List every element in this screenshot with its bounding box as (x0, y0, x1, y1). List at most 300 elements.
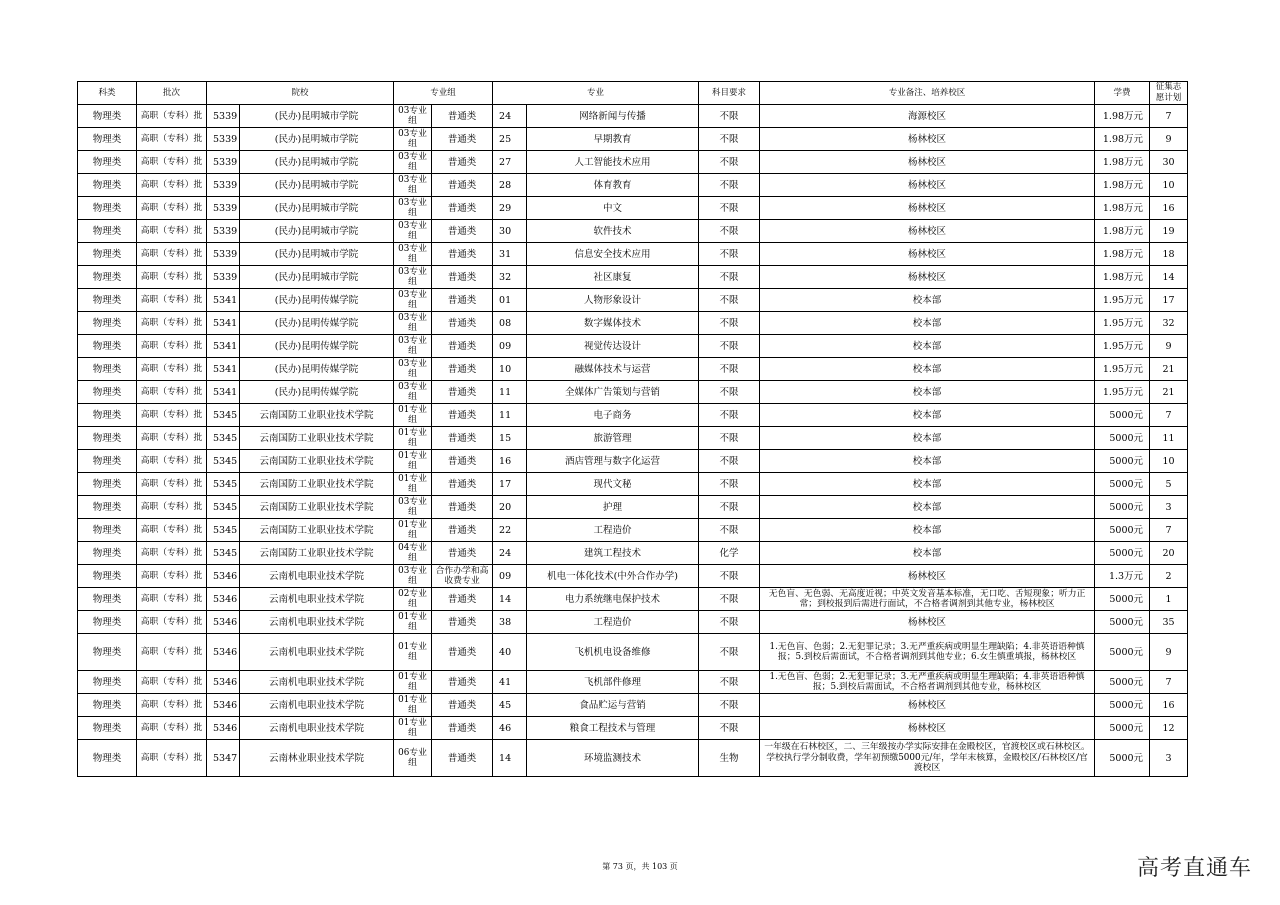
subject-requirement-cell: 化学 (699, 542, 760, 565)
subject-requirement-cell: 不限 (699, 243, 760, 266)
table-row (78, 335, 1188, 358)
remarks-cell: 校本部 (760, 427, 1095, 450)
category-cell: 物理类 (78, 266, 137, 289)
group-cell: 01专业组 (394, 717, 432, 740)
plan-cell: 3 (1150, 740, 1188, 777)
table-row (78, 634, 1188, 671)
school-name-cell: 云南国防工业职业技术学院 (240, 542, 394, 565)
category-cell: 物理类 (78, 105, 137, 128)
group-type-cell: 普通类 (432, 335, 493, 358)
table-row (78, 450, 1188, 473)
batch-cell: 高职（专科）批 (137, 197, 207, 220)
school-code-cell: 5339 (207, 266, 240, 289)
school-code-cell: 5341 (207, 381, 240, 404)
category-cell: 物理类 (78, 197, 137, 220)
subject-requirement-cell: 不限 (699, 220, 760, 243)
subject-requirement-cell: 不限 (699, 671, 760, 694)
header-subject-requirement: 科目要求 (699, 82, 760, 105)
school-name-cell: 云南国防工业职业技术学院 (240, 450, 394, 473)
major-name-cell: 飞机部件修理 (527, 671, 699, 694)
plan-cell: 7 (1150, 519, 1188, 542)
category-cell: 物理类 (78, 496, 137, 519)
remarks-cell: 杨林校区 (760, 266, 1095, 289)
fee-cell: 1.98万元 (1095, 128, 1150, 151)
table-row (78, 588, 1188, 611)
school-code-cell: 5346 (207, 565, 240, 588)
batch-cell: 高职（专科）批 (137, 588, 207, 611)
group-type-cell: 普通类 (432, 312, 493, 335)
group-cell: 01专业组 (394, 519, 432, 542)
fee-cell: 1.98万元 (1095, 197, 1150, 220)
subject-requirement-cell: 不限 (699, 694, 760, 717)
school-name-cell: (民办)昆明传媒学院 (240, 289, 394, 312)
major-name-cell: 人工智能技术应用 (527, 151, 699, 174)
table-row (78, 151, 1188, 174)
major-name-cell: 酒店管理与数字化运营 (527, 450, 699, 473)
plan-cell: 17 (1150, 289, 1188, 312)
group-type-cell: 普通类 (432, 266, 493, 289)
major-code-cell: 27 (493, 151, 527, 174)
group-cell: 03专业组 (394, 335, 432, 358)
major-code-cell: 15 (493, 427, 527, 450)
category-cell: 物理类 (78, 381, 137, 404)
group-cell: 01专业组 (394, 450, 432, 473)
remarks-cell: 杨林校区 (760, 174, 1095, 197)
group-type-cell: 普通类 (432, 358, 493, 381)
remarks-cell: 校本部 (760, 450, 1095, 473)
category-cell: 物理类 (78, 358, 137, 381)
school-name-cell: (民办)昆明城市学院 (240, 220, 394, 243)
subject-requirement-cell: 不限 (699, 151, 760, 174)
table-row (78, 496, 1188, 519)
major-name-cell: 建筑工程技术 (527, 542, 699, 565)
group-cell: 03专业组 (394, 358, 432, 381)
subject-requirement-cell: 不限 (699, 266, 760, 289)
table-row (78, 128, 1188, 151)
plan-cell: 7 (1150, 404, 1188, 427)
remarks-cell: 杨林校区 (760, 694, 1095, 717)
subject-requirement-cell: 不限 (699, 128, 760, 151)
remarks-cell: 杨林校区 (760, 243, 1095, 266)
school-name-cell: 云南国防工业职业技术学院 (240, 427, 394, 450)
batch-cell: 高职（专科）批 (137, 519, 207, 542)
group-type-cell: 普通类 (432, 243, 493, 266)
school-code-cell: 5346 (207, 694, 240, 717)
school-code-cell: 5346 (207, 634, 240, 671)
watermark-logo: 高考直通车 (1136, 856, 1252, 881)
subject-requirement-cell: 生物 (699, 740, 760, 777)
category-cell: 物理类 (78, 151, 137, 174)
table-row (78, 740, 1188, 777)
plan-cell: 2 (1150, 565, 1188, 588)
group-type-cell: 普通类 (432, 174, 493, 197)
plan-cell: 21 (1150, 358, 1188, 381)
category-cell: 物理类 (78, 611, 137, 634)
batch-cell: 高职（专科）批 (137, 542, 207, 565)
major-name-cell: 视觉传达设计 (527, 335, 699, 358)
major-code-cell: 14 (493, 740, 527, 777)
table-row (78, 519, 1188, 542)
batch-cell: 高职（专科）批 (137, 717, 207, 740)
category-cell: 物理类 (78, 740, 137, 777)
table-row (78, 473, 1188, 496)
remarks-cell: 1.无色盲、色弱；2.无犯罪记录；3.无严重疾病或明显生理缺陷；4.非英语语种慎报；5.到校后需面试，不合格者调剂到其他专业，杨林校区 (760, 671, 1095, 694)
group-type-cell: 普通类 (432, 404, 493, 427)
major-name-cell: 旅游管理 (527, 427, 699, 450)
remarks-cell: 杨林校区 (760, 611, 1095, 634)
school-code-cell: 5341 (207, 358, 240, 381)
plan-cell: 14 (1150, 266, 1188, 289)
fee-cell: 1.98万元 (1095, 220, 1150, 243)
major-code-cell: 17 (493, 473, 527, 496)
group-cell: 03专业组 (394, 174, 432, 197)
remarks-cell: 校本部 (760, 312, 1095, 335)
subject-requirement-cell: 不限 (699, 404, 760, 427)
header-group: 专业组 (394, 82, 493, 105)
major-code-cell: 32 (493, 266, 527, 289)
major-code-cell: 14 (493, 588, 527, 611)
remarks-cell: 杨林校区 (760, 717, 1095, 740)
group-type-cell: 普通类 (432, 128, 493, 151)
group-cell: 03专业组 (394, 312, 432, 335)
remarks-cell: 校本部 (760, 496, 1095, 519)
school-code-cell: 5339 (207, 105, 240, 128)
plan-cell: 16 (1150, 694, 1188, 717)
school-code-cell: 5345 (207, 404, 240, 427)
school-code-cell: 5345 (207, 519, 240, 542)
school-name-cell: 云南机电职业技术学院 (240, 717, 394, 740)
group-type-cell: 普通类 (432, 634, 493, 671)
table-row (78, 427, 1188, 450)
fee-cell: 5000元 (1095, 740, 1150, 777)
batch-cell: 高职（专科）批 (137, 358, 207, 381)
plan-cell: 20 (1150, 542, 1188, 565)
school-code-cell: 5346 (207, 717, 240, 740)
fee-cell: 1.98万元 (1095, 174, 1150, 197)
category-cell: 物理类 (78, 565, 137, 588)
group-type-cell: 普通类 (432, 694, 493, 717)
batch-cell: 高职（专科）批 (137, 266, 207, 289)
fee-cell: 5000元 (1095, 427, 1150, 450)
batch-cell: 高职（专科）批 (137, 496, 207, 519)
table-row (78, 694, 1188, 717)
school-name-cell: 云南机电职业技术学院 (240, 565, 394, 588)
group-cell: 01专业组 (394, 694, 432, 717)
major-code-cell: 01 (493, 289, 527, 312)
major-code-cell: 31 (493, 243, 527, 266)
major-code-cell: 22 (493, 519, 527, 542)
category-cell: 物理类 (78, 427, 137, 450)
school-code-cell: 5347 (207, 740, 240, 777)
subject-requirement-cell: 不限 (699, 588, 760, 611)
major-name-cell: 网络新闻与传播 (527, 105, 699, 128)
group-cell: 01专业组 (394, 473, 432, 496)
major-code-cell: 16 (493, 450, 527, 473)
school-code-cell: 5346 (207, 588, 240, 611)
header-fee: 学费 (1095, 82, 1150, 105)
category-cell: 物理类 (78, 243, 137, 266)
fee-cell: 1.98万元 (1095, 243, 1150, 266)
remarks-cell: 校本部 (760, 404, 1095, 427)
table-row (78, 542, 1188, 565)
group-type-cell: 普通类 (432, 220, 493, 243)
fee-cell: 5000元 (1095, 450, 1150, 473)
school-name-cell: 云南国防工业职业技术学院 (240, 404, 394, 427)
subject-requirement-cell: 不限 (699, 496, 760, 519)
subject-requirement-cell: 不限 (699, 427, 760, 450)
group-cell: 03专业组 (394, 289, 432, 312)
plan-cell: 7 (1150, 671, 1188, 694)
batch-cell: 高职（专科）批 (137, 128, 207, 151)
admission-plan-table (77, 81, 1188, 777)
group-type-cell: 普通类 (432, 427, 493, 450)
plan-cell: 12 (1150, 717, 1188, 740)
batch-cell: 高职（专科）批 (137, 740, 207, 777)
major-code-cell: 28 (493, 174, 527, 197)
major-name-cell: 电子商务 (527, 404, 699, 427)
batch-cell: 高职（专科）批 (137, 220, 207, 243)
batch-cell: 高职（专科）批 (137, 105, 207, 128)
remarks-cell: 校本部 (760, 542, 1095, 565)
table-row (78, 381, 1188, 404)
school-name-cell: (民办)昆明传媒学院 (240, 358, 394, 381)
group-type-cell: 普通类 (432, 450, 493, 473)
major-code-cell: 45 (493, 694, 527, 717)
group-type-cell: 普通类 (432, 496, 493, 519)
table-row (78, 611, 1188, 634)
fee-cell: 5000元 (1095, 496, 1150, 519)
header-category: 科类 (78, 82, 137, 105)
subject-requirement-cell: 不限 (699, 565, 760, 588)
fee-cell: 5000元 (1095, 634, 1150, 671)
plan-cell: 9 (1150, 335, 1188, 358)
major-name-cell: 全媒体广告策划与营销 (527, 381, 699, 404)
plan-cell: 32 (1150, 312, 1188, 335)
remarks-cell: 杨林校区 (760, 128, 1095, 151)
subject-requirement-cell: 不限 (699, 519, 760, 542)
fee-cell: 1.95万元 (1095, 289, 1150, 312)
fee-cell: 5000元 (1095, 542, 1150, 565)
school-code-cell: 5339 (207, 174, 240, 197)
group-cell: 01专业组 (394, 611, 432, 634)
category-cell: 物理类 (78, 717, 137, 740)
major-code-cell: 11 (493, 404, 527, 427)
group-cell: 03专业组 (394, 243, 432, 266)
batch-cell: 高职（专科）批 (137, 312, 207, 335)
major-name-cell: 工程造价 (527, 611, 699, 634)
remarks-cell: 一年级在石林校区，二、三年级按办学实际安排在金殿校区，官渡校区或石林校区。学校执行学分制收费，学年初预缴5000元/年，学年末核算，金殿校区/石林校区/官渡校区 (760, 740, 1095, 777)
fee-cell: 5000元 (1095, 671, 1150, 694)
batch-cell: 高职（专科）批 (137, 335, 207, 358)
subject-requirement-cell: 不限 (699, 611, 760, 634)
batch-cell: 高职（专科）批 (137, 289, 207, 312)
remarks-cell: 杨林校区 (760, 565, 1095, 588)
fee-cell: 1.98万元 (1095, 105, 1150, 128)
table-row (78, 197, 1188, 220)
group-cell: 03专业组 (394, 128, 432, 151)
school-name-cell: 云南国防工业职业技术学院 (240, 473, 394, 496)
group-type-cell: 普通类 (432, 588, 493, 611)
major-code-cell: 08 (493, 312, 527, 335)
school-code-cell: 5341 (207, 289, 240, 312)
subject-requirement-cell: 不限 (699, 197, 760, 220)
school-code-cell: 5346 (207, 671, 240, 694)
fee-cell: 1.95万元 (1095, 335, 1150, 358)
school-name-cell: (民办)昆明城市学院 (240, 151, 394, 174)
school-name-cell: 云南国防工业职业技术学院 (240, 496, 394, 519)
header-batch: 批次 (137, 82, 207, 105)
table-row (78, 105, 1188, 128)
table-row (78, 220, 1188, 243)
major-code-cell: 38 (493, 611, 527, 634)
school-code-cell: 5339 (207, 243, 240, 266)
major-code-cell: 29 (493, 197, 527, 220)
table-header-row (78, 82, 1188, 105)
group-cell: 03专业组 (394, 381, 432, 404)
batch-cell: 高职（专科）批 (137, 427, 207, 450)
major-code-cell: 40 (493, 634, 527, 671)
remarks-cell: 校本部 (760, 519, 1095, 542)
remarks-cell: 校本部 (760, 289, 1095, 312)
subject-requirement-cell: 不限 (699, 473, 760, 496)
major-name-cell: 软件技术 (527, 220, 699, 243)
batch-cell: 高职（专科）批 (137, 671, 207, 694)
group-cell: 03专业组 (394, 197, 432, 220)
subject-requirement-cell: 不限 (699, 289, 760, 312)
table-body (78, 105, 1188, 777)
plan-cell: 10 (1150, 174, 1188, 197)
major-code-cell: 24 (493, 542, 527, 565)
major-name-cell: 电力系统继电保护技术 (527, 588, 699, 611)
school-name-cell: 云南林业职业技术学院 (240, 740, 394, 777)
batch-cell: 高职（专科）批 (137, 634, 207, 671)
group-type-cell: 普通类 (432, 519, 493, 542)
category-cell: 物理类 (78, 220, 137, 243)
subject-requirement-cell: 不限 (699, 381, 760, 404)
batch-cell: 高职（专科）批 (137, 694, 207, 717)
fee-cell: 5000元 (1095, 404, 1150, 427)
group-type-cell: 普通类 (432, 197, 493, 220)
subject-requirement-cell: 不限 (699, 450, 760, 473)
plan-cell: 18 (1150, 243, 1188, 266)
group-type-cell: 普通类 (432, 740, 493, 777)
category-cell: 物理类 (78, 634, 137, 671)
fee-cell: 5000元 (1095, 717, 1150, 740)
major-code-cell: 46 (493, 717, 527, 740)
group-type-cell: 普通类 (432, 611, 493, 634)
category-cell: 物理类 (78, 404, 137, 427)
remarks-cell: 无色盲、无色弱、无高度近视；中英文发音基本标准，无口吃、舌短现象；听力正常；到校报到后需进行面试，不合格者调剂到其他专业，杨林校区 (760, 588, 1095, 611)
fee-cell: 5000元 (1095, 473, 1150, 496)
header-major: 专业 (493, 82, 699, 105)
remarks-cell: 校本部 (760, 381, 1095, 404)
remarks-cell: 杨林校区 (760, 151, 1095, 174)
plan-cell: 3 (1150, 496, 1188, 519)
major-code-cell: 20 (493, 496, 527, 519)
major-code-cell: 24 (493, 105, 527, 128)
school-code-cell: 5341 (207, 335, 240, 358)
group-cell: 06专业组 (394, 740, 432, 777)
remarks-cell: 校本部 (760, 473, 1095, 496)
school-code-cell: 5346 (207, 611, 240, 634)
table-row (78, 717, 1188, 740)
group-type-cell: 普通类 (432, 542, 493, 565)
fee-cell: 1.98万元 (1095, 266, 1150, 289)
group-cell: 04专业组 (394, 542, 432, 565)
major-name-cell: 体育教育 (527, 174, 699, 197)
group-cell: 01专业组 (394, 671, 432, 694)
batch-cell: 高职（专科）批 (137, 611, 207, 634)
group-cell: 01专业组 (394, 634, 432, 671)
major-code-cell: 10 (493, 358, 527, 381)
group-type-cell: 合作办学和高收费专业 (432, 565, 493, 588)
category-cell: 物理类 (78, 450, 137, 473)
batch-cell: 高职（专科）批 (137, 565, 207, 588)
category-cell: 物理类 (78, 312, 137, 335)
remarks-cell: 杨林校区 (760, 197, 1095, 220)
plan-cell: 21 (1150, 381, 1188, 404)
group-type-cell: 普通类 (432, 105, 493, 128)
batch-cell: 高职（专科）批 (137, 450, 207, 473)
major-name-cell: 人物形象设计 (527, 289, 699, 312)
major-code-cell: 09 (493, 335, 527, 358)
school-name-cell: (民办)昆明城市学院 (240, 128, 394, 151)
school-name-cell: (民办)昆明城市学院 (240, 243, 394, 266)
fee-cell: 1.98万元 (1095, 151, 1150, 174)
school-name-cell: 云南机电职业技术学院 (240, 588, 394, 611)
school-code-cell: 5345 (207, 496, 240, 519)
plan-cell: 10 (1150, 450, 1188, 473)
category-cell: 物理类 (78, 335, 137, 358)
group-cell: 01专业组 (394, 404, 432, 427)
school-name-cell: 云南国防工业职业技术学院 (240, 519, 394, 542)
school-name-cell: (民办)昆明城市学院 (240, 197, 394, 220)
group-cell: 02专业组 (394, 588, 432, 611)
major-code-cell: 25 (493, 128, 527, 151)
category-cell: 物理类 (78, 174, 137, 197)
school-code-cell: 5341 (207, 312, 240, 335)
school-code-cell: 5339 (207, 151, 240, 174)
group-type-cell: 普通类 (432, 717, 493, 740)
header-remarks: 专业备注、培养校区 (760, 82, 1095, 105)
major-name-cell: 早期教育 (527, 128, 699, 151)
school-name-cell: (民办)昆明城市学院 (240, 266, 394, 289)
subject-requirement-cell: 不限 (699, 174, 760, 197)
major-name-cell: 食品贮运与营销 (527, 694, 699, 717)
school-name-cell: 云南机电职业技术学院 (240, 611, 394, 634)
group-cell: 03专业组 (394, 496, 432, 519)
fee-cell: 5000元 (1095, 519, 1150, 542)
plan-cell: 35 (1150, 611, 1188, 634)
group-cell: 01专业组 (394, 427, 432, 450)
table-row (78, 266, 1188, 289)
school-name-cell: (民办)昆明传媒学院 (240, 335, 394, 358)
school-code-cell: 5345 (207, 473, 240, 496)
header-plan: 征集志愿计划 (1150, 82, 1188, 105)
fee-cell: 1.95万元 (1095, 312, 1150, 335)
batch-cell: 高职（专科）批 (137, 404, 207, 427)
category-cell: 物理类 (78, 588, 137, 611)
group-type-cell: 普通类 (432, 381, 493, 404)
category-cell: 物理类 (78, 128, 137, 151)
table-row (78, 565, 1188, 588)
remarks-cell: 1.无色盲、色弱；2.无犯罪记录；3.无严重疾病或明显生理缺陷；4.非英语语种慎报；5.到校后需面试，不合格者调剂到其他专业；6.女生慎重填报，杨林校区 (760, 634, 1095, 671)
category-cell: 物理类 (78, 473, 137, 496)
major-name-cell: 现代文秘 (527, 473, 699, 496)
group-cell: 03专业组 (394, 266, 432, 289)
page-footer: 第 73 页，共 103 页 (602, 862, 678, 871)
major-name-cell: 中文 (527, 197, 699, 220)
